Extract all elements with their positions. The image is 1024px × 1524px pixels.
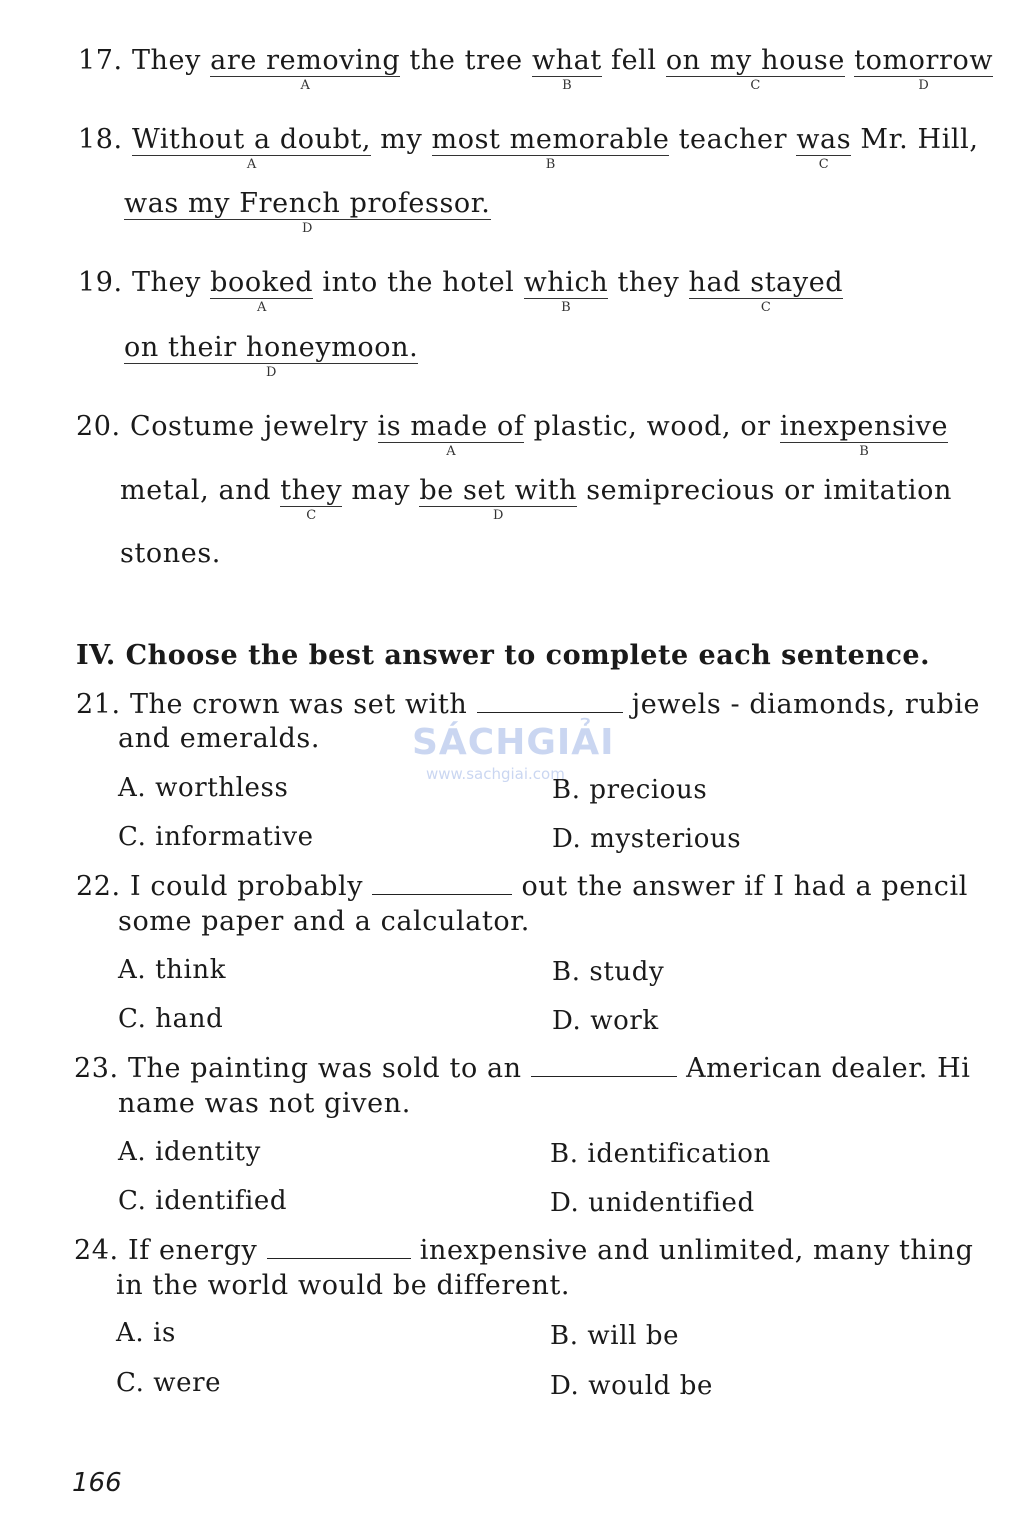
q18-text: teacher bbox=[678, 124, 788, 155]
q24-text: inexpensive and unlimited, many thing bbox=[419, 1235, 974, 1266]
q18-label-a: A bbox=[246, 157, 257, 172]
q19-option-b: which B bbox=[523, 267, 609, 315]
q19-line1 bbox=[78, 266, 844, 315]
q19-option-a: booked A bbox=[210, 267, 314, 315]
q19-line2 bbox=[124, 331, 419, 380]
q18-label-b: B bbox=[545, 157, 556, 172]
q17-number: 17. bbox=[78, 45, 123, 76]
q19-text: They bbox=[131, 267, 201, 298]
q20-text: semiprecious or imitation bbox=[586, 475, 952, 506]
q20-label-d: D bbox=[492, 508, 504, 523]
q21-number: 21. bbox=[76, 689, 121, 720]
q19-number: 19. bbox=[78, 267, 123, 298]
q19-label-b: B bbox=[561, 300, 571, 315]
q20-line1 bbox=[76, 410, 949, 459]
q18-text: Mr. Hill, bbox=[860, 124, 979, 155]
q18-label-c: C bbox=[818, 157, 829, 172]
q23-stem bbox=[74, 1052, 971, 1086]
q20-line2 bbox=[120, 474, 952, 523]
q19-text: into the hotel bbox=[322, 267, 515, 298]
q17-text: They bbox=[131, 45, 201, 76]
q23-option-b[interactable]: B. identification bbox=[550, 1139, 771, 1169]
q17-line1 bbox=[78, 44, 994, 93]
q17-label-a: A bbox=[300, 78, 310, 93]
q17-label-c: C bbox=[750, 78, 761, 93]
q18-option-b: most memorable B bbox=[431, 124, 670, 172]
q24-number: 24. bbox=[74, 1235, 119, 1266]
q21-option-d[interactable]: D. mysterious bbox=[552, 824, 742, 854]
q23-option-c[interactable]: C. identified bbox=[118, 1186, 288, 1216]
q20-text: plastic, wood, or bbox=[533, 411, 771, 442]
q24-option-b[interactable]: B. will be bbox=[550, 1321, 680, 1351]
q18-text: my bbox=[380, 124, 423, 155]
q20-option-c: they C bbox=[280, 475, 343, 523]
q20-option-d: be set with D bbox=[419, 475, 578, 523]
q22-stem bbox=[76, 870, 968, 904]
q18-option-d: was my French professor. D bbox=[124, 188, 491, 236]
q18-line2 bbox=[124, 187, 491, 236]
q22-option-b[interactable]: B. study bbox=[552, 957, 665, 987]
q19-label-c: C bbox=[760, 300, 771, 315]
q21-option-c[interactable]: C. informative bbox=[118, 822, 314, 852]
q20-line3 bbox=[120, 537, 221, 571]
q22-blank[interactable] bbox=[372, 872, 512, 895]
q22-number: 22. bbox=[76, 871, 121, 902]
q18-line1 bbox=[78, 123, 979, 172]
q22-text: out the answer if I had a pencil bbox=[521, 871, 968, 902]
q18-option-c: was C bbox=[796, 124, 852, 172]
q19-option-d: on their honeymoon. D bbox=[124, 332, 419, 380]
q20-number: 20. bbox=[76, 411, 121, 442]
q18-label-d: D bbox=[302, 221, 313, 236]
q20-label-c: C bbox=[306, 508, 317, 523]
q17-option-a: are removing A bbox=[210, 45, 401, 93]
q23-number: 23. bbox=[74, 1053, 119, 1084]
page-number: 166 bbox=[72, 1468, 122, 1498]
q23-option-a[interactable]: A. identity bbox=[118, 1137, 261, 1167]
q24-text: If energy bbox=[127, 1235, 258, 1266]
section-heading: IV. Choose the best answer to complete each sentence. bbox=[76, 640, 930, 671]
q22-option-c[interactable]: C. hand bbox=[118, 1004, 224, 1034]
q23-stem-line2: name was not given. bbox=[118, 1088, 411, 1119]
q18-option-a: Without a doubt, A bbox=[131, 124, 372, 172]
q22-option-d[interactable]: D. work bbox=[552, 1006, 659, 1036]
q22-text: I could probably bbox=[129, 871, 364, 902]
q19-option-c: had stayed C bbox=[688, 267, 844, 315]
q17-label-d: D bbox=[918, 78, 929, 93]
q17-label-b: B bbox=[562, 78, 572, 93]
q20-text: metal, and bbox=[120, 475, 272, 506]
q24-stem bbox=[74, 1234, 974, 1268]
q21-stem bbox=[76, 688, 980, 722]
q24-stem-line2: in the world would be different. bbox=[116, 1270, 571, 1301]
q19-label-a: A bbox=[256, 300, 267, 315]
q20-text: may bbox=[351, 475, 411, 506]
q22-option-a[interactable]: A. think bbox=[118, 955, 227, 985]
q21-text: The crown was set with bbox=[129, 689, 468, 720]
q22-stem-line2: some paper and a calculator. bbox=[118, 906, 530, 937]
watermark-logo: SÁCHGIẢI bbox=[412, 722, 615, 763]
q20-label-a: A bbox=[446, 444, 456, 459]
q23-text: The painting was sold to an bbox=[127, 1053, 522, 1084]
q17-option-c: on my house C bbox=[665, 45, 845, 93]
q23-option-d[interactable]: D. unidentified bbox=[550, 1188, 755, 1218]
q17-option-b: what B bbox=[531, 45, 602, 93]
q21-option-b[interactable]: B. precious bbox=[552, 775, 708, 805]
q23-blank[interactable] bbox=[531, 1054, 677, 1077]
q21-text: jewels - diamonds, rubie bbox=[631, 689, 981, 720]
q24-option-a[interactable]: A. is bbox=[116, 1318, 176, 1348]
q19-label-d: D bbox=[265, 365, 277, 380]
q17-option-d: tomorrow D bbox=[854, 45, 994, 93]
q21-stem-line2: and emeralds. bbox=[118, 723, 321, 754]
q20-option-b: inexpensive B bbox=[779, 411, 949, 459]
q21-option-a[interactable]: A. worthless bbox=[118, 773, 289, 803]
q20-option-a: is made of A bbox=[377, 411, 525, 459]
q20-label-b: B bbox=[859, 444, 869, 459]
q19-text: they bbox=[617, 267, 680, 298]
q23-text: American dealer. Hi bbox=[686, 1053, 971, 1084]
q21-blank[interactable] bbox=[477, 690, 623, 713]
q20-text: stones. bbox=[120, 538, 221, 569]
q17-text: fell bbox=[610, 45, 657, 76]
watermark-url: www.sachgiai.com bbox=[426, 765, 565, 783]
q20-text: Costume jewelry bbox=[129, 411, 369, 442]
q24-option-d[interactable]: D. would be bbox=[550, 1371, 713, 1401]
q24-blank[interactable] bbox=[267, 1236, 411, 1259]
q24-option-c[interactable]: C. were bbox=[116, 1368, 222, 1398]
q18-number: 18. bbox=[78, 124, 123, 155]
q17-text: the tree bbox=[409, 45, 523, 76]
